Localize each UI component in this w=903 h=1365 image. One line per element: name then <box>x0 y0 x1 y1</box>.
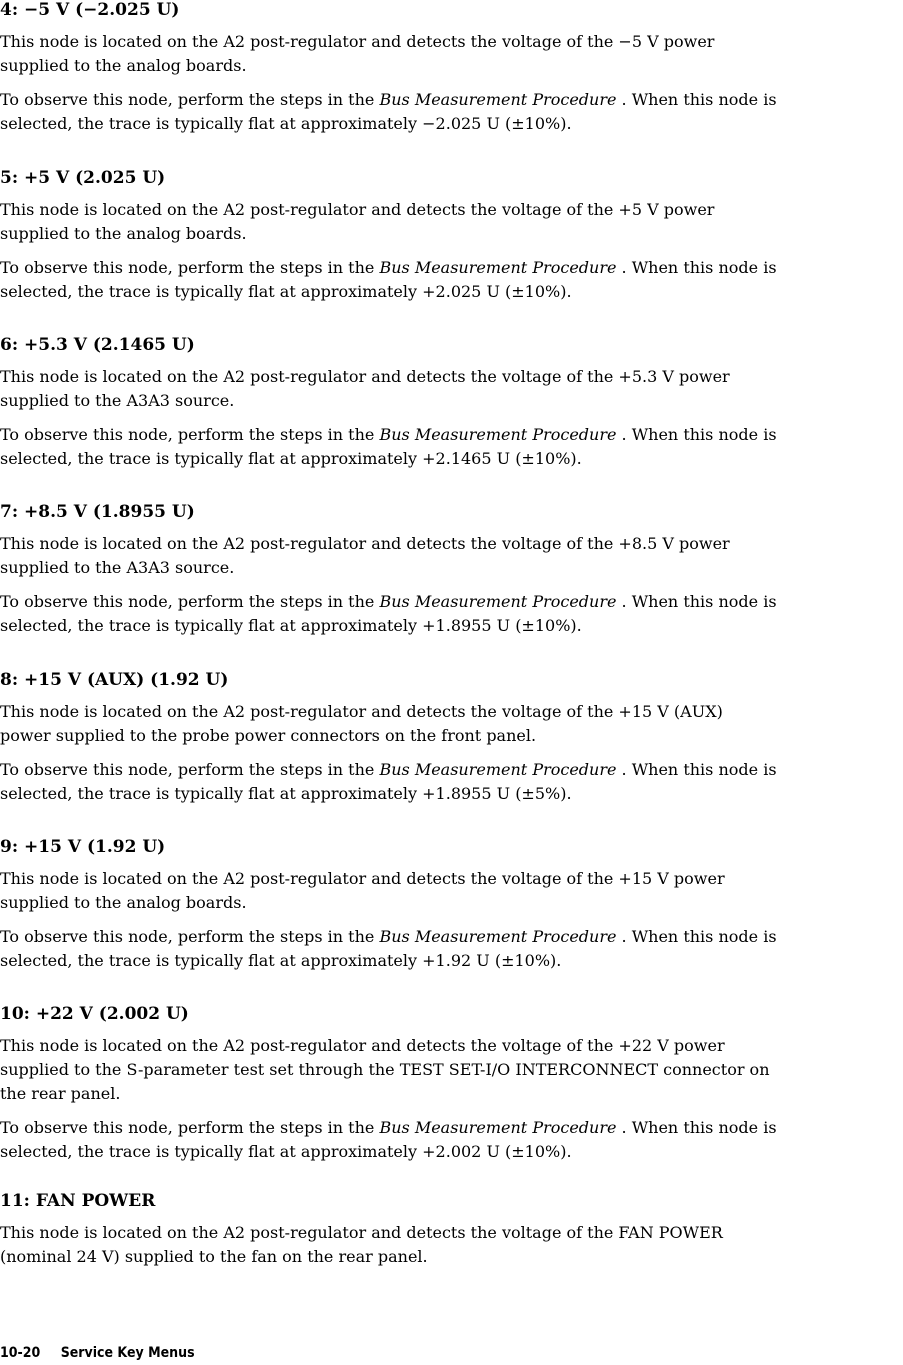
description-line: This node is located on the A2 post-regulator and detects the voltage of the +15 V (AUX) <box>0 702 723 721</box>
description-line: This node is located on the A2 post-regulator and detects the voltage of the +22 V power <box>0 1036 725 1055</box>
procedure-reference: Bus Measurement Procedure <box>379 258 617 277</box>
description-line: power supplied to the probe power connectors on the front panel. <box>0 726 537 745</box>
observe-line <box>0 758 903 782</box>
node-heading: 6: +5.3 V (2.1465 U) <box>0 335 195 355</box>
observe-instructions <box>0 758 903 806</box>
node-heading: 9: +15 V (1.92 U) <box>0 837 166 857</box>
page-footer <box>0 1344 195 1362</box>
trace-note: selected, the trace is typically flat at approximately +1.92 U (±10%). <box>0 951 562 970</box>
description-line: (nominal 24 V) supplied to the fan on the rear panel. <box>0 1247 428 1266</box>
procedure-reference: Bus Measurement Procedure <box>379 760 617 779</box>
observe-instructions <box>0 88 903 136</box>
observe-instructions <box>0 925 903 973</box>
observe-text: . When this node is <box>616 927 777 946</box>
observe-instructions <box>0 423 903 471</box>
node-section <box>0 1004 903 1164</box>
node-heading: 8: +15 V (AUX) (1.92 U) <box>0 670 229 690</box>
node-description <box>0 365 903 413</box>
procedure-reference: Bus Measurement Procedure <box>379 425 617 444</box>
node-description <box>0 1221 903 1269</box>
procedure-reference: Bus Measurement Procedure <box>379 1118 617 1137</box>
node-heading: 11: FAN POWER <box>0 1191 156 1211</box>
node-section <box>0 335 903 471</box>
description-line: supplied to the analog boards. <box>0 56 247 75</box>
description-line: This node is located on the A2 post-regulator and detects the voltage of the FAN POWER <box>0 1223 723 1242</box>
observe-text: To observe this node, perform the steps in the <box>0 927 380 946</box>
observe-text: To observe this node, perform the steps in the <box>0 760 380 779</box>
description-line: This node is located on the A2 post-regulator and detects the voltage of the +8.5 V power <box>0 534 730 553</box>
description-line: This node is located on the A2 post-regulator and detects the voltage of the +5 V power <box>0 200 715 219</box>
description-line: the rear panel. <box>0 1084 121 1103</box>
node-heading: 7: +8.5 V (1.8955 U) <box>0 502 195 522</box>
description-line: supplied to the A3A3 source. <box>0 558 235 577</box>
observe-text: To observe this node, perform the steps in the <box>0 592 380 611</box>
trace-note: selected, the trace is typically flat at approximately +2.002 U (±10%). <box>0 1142 572 1161</box>
node-description <box>0 198 903 246</box>
node-section <box>0 670 903 806</box>
node-description <box>0 532 903 580</box>
node-heading: 5: +5 V (2.025 U) <box>0 168 166 188</box>
trace-note: selected, the trace is typically flat at approximately +1.8955 U (±10%). <box>0 616 582 635</box>
description-line: supplied to the A3A3 source. <box>0 391 235 410</box>
observe-text: . When this node is <box>616 258 777 277</box>
observe-text: . When this node is <box>616 425 777 444</box>
observe-text: To observe this node, perform the steps in the <box>0 1118 380 1137</box>
observe-line <box>0 423 903 447</box>
procedure-reference: Bus Measurement Procedure <box>379 90 617 109</box>
node-description <box>0 30 903 78</box>
observe-line <box>0 256 903 280</box>
description-line: This node is located on the A2 post-regulator and detects the voltage of the +15 V power <box>0 869 725 888</box>
observe-text: . When this node is <box>616 1118 777 1137</box>
node-section <box>0 0 903 136</box>
observe-text: . When this node is <box>616 592 777 611</box>
observe-instructions <box>0 1116 903 1164</box>
node-section <box>0 502 903 638</box>
node-description <box>0 1034 903 1106</box>
trace-note: selected, the trace is typically flat at approximately +2.1465 U (±10%). <box>0 449 582 468</box>
node-section <box>0 1191 903 1269</box>
observe-instructions <box>0 256 903 304</box>
procedure-reference: Bus Measurement Procedure <box>379 927 617 946</box>
observe-line <box>0 88 903 112</box>
node-description <box>0 700 903 748</box>
trace-note: selected, the trace is typically flat at approximately +1.8955 U (±5%). <box>0 784 572 803</box>
observe-line <box>0 590 903 614</box>
description-line: This node is located on the A2 post-regulator and detects the voltage of the −5 V power <box>0 32 715 51</box>
page-number: 10-20 <box>0 1345 41 1361</box>
observe-instructions <box>0 590 903 638</box>
node-description <box>0 867 903 915</box>
node-heading: 10: +22 V (2.002 U) <box>0 1004 189 1024</box>
node-section <box>0 168 903 304</box>
observe-text: . When this node is <box>616 90 777 109</box>
observe-line <box>0 925 903 949</box>
chapter-title: Service Key Menus <box>60 1345 195 1361</box>
trace-note: selected, the trace is typically flat at approximately +2.025 U (±10%). <box>0 282 572 301</box>
description-line: supplied to the analog boards. <box>0 224 247 243</box>
observe-text: To observe this node, perform the steps in the <box>0 258 380 277</box>
observe-text: . When this node is <box>616 760 777 779</box>
description-line: This node is located on the A2 post-regulator and detects the voltage of the +5.3 V power <box>0 367 730 386</box>
observe-text: To observe this node, perform the steps in the <box>0 425 380 444</box>
description-line: supplied to the analog boards. <box>0 893 247 912</box>
observe-line <box>0 1116 903 1140</box>
observe-text: To observe this node, perform the steps in the <box>0 90 380 109</box>
node-heading: 4: −5 V (−2.025 U) <box>0 0 180 20</box>
description-line: supplied to the S-parameter test set through the TEST SET-I/O INTERCONNECT connector on <box>0 1060 770 1079</box>
procedure-reference: Bus Measurement Procedure <box>379 592 617 611</box>
node-section <box>0 837 903 973</box>
trace-note: selected, the trace is typically flat at approximately −2.025 U (±10%). <box>0 114 572 133</box>
